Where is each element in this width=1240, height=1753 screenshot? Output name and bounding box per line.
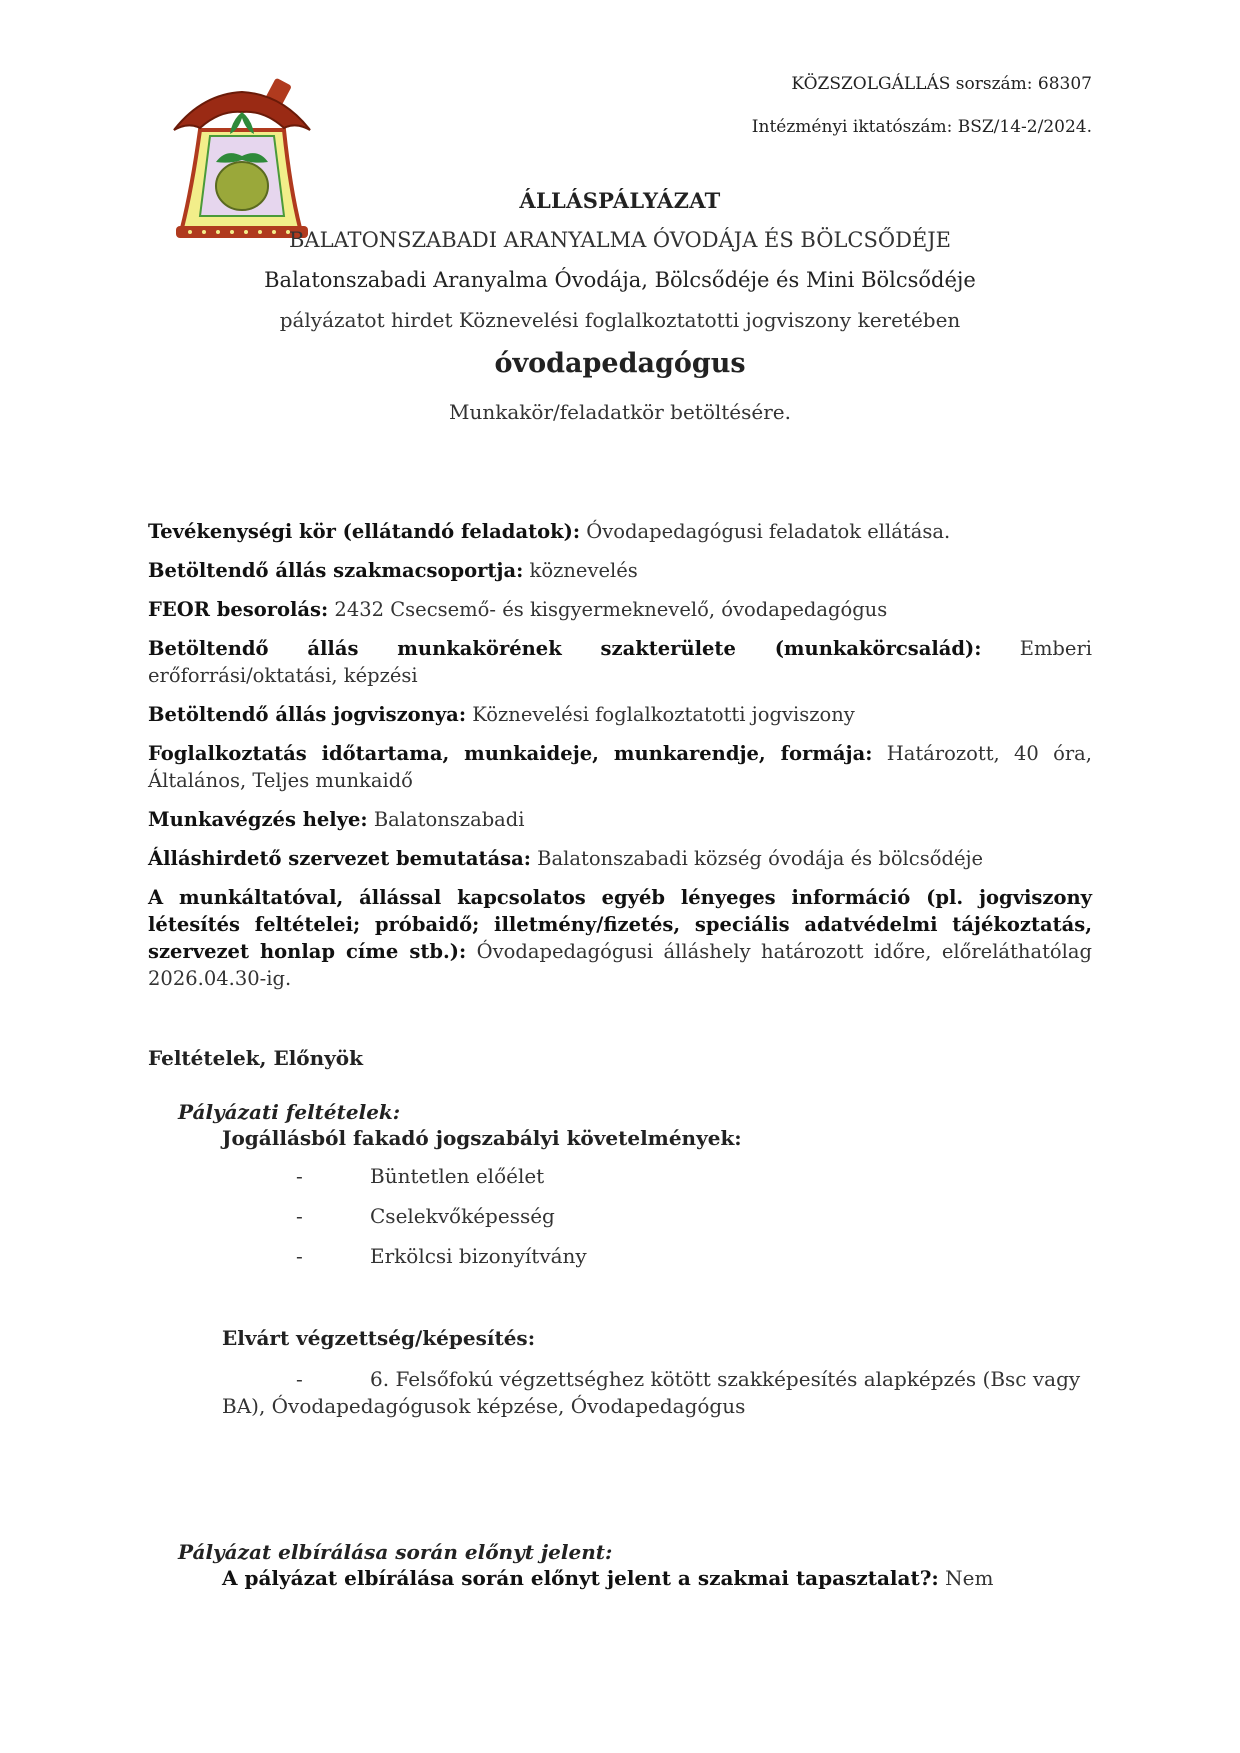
job-details (148, 518, 1092, 1004)
list-item-text: Erkölcsi bizonyítvány (370, 1244, 587, 1268)
field-job-family (148, 635, 1092, 689)
legal-requirements-list (222, 1164, 587, 1284)
position-title: óvodapedagógus (494, 348, 746, 379)
field-key: Foglalkoztatás időtartama, munkaideje, munkarendje, formája: (148, 742, 873, 765)
field-key: Betöltendő állás szakmacsoportja: (148, 559, 524, 582)
list-item-text: Büntetlen előélet (370, 1164, 545, 1188)
document-heading: ÁLLÁSPÁLYÁZAT (519, 188, 721, 213)
conditions-title: Feltételek, Előnyök (148, 1046, 363, 1070)
list-dash: - (296, 1204, 303, 1228)
field-value: Emberi erőforrási/oktatási, képzési (148, 637, 1093, 687)
field-value: Köznevelési foglalkoztatotti jogviszony (472, 703, 855, 726)
kindergarten-logo-icon (172, 78, 312, 246)
field-value: Balatonszabadi község óvodája és bölcsődéje (537, 847, 984, 870)
field-workplace (148, 806, 1092, 833)
organization-name: Balatonszabadi Aranyalma Óvodája, Bölcsődéje és Mini Bölcsődéje (264, 268, 976, 292)
education-title: Elvárt végzettség/képesítés: (222, 1326, 536, 1350)
field-feor (148, 596, 1092, 623)
field-key: FEOR besorolás: (148, 598, 329, 621)
field-value: Óvodapedagógusi álláshely határozott időre, előreláthatólag 2026.04.30-ig. (148, 940, 1093, 990)
field-key: Betöltendő állás munkakörének szakterülete (munkakörcsalád): (148, 637, 982, 660)
advantage-question: A pályázat elbírálása során előnyt jelent a szakmai tapasztalat?: (222, 1566, 939, 1590)
education-text: 6. Felsőfokú végzettséghez kötött szakképesítés alapképzés (Bsc vagy BA), Óvodapedagógusok képzése, Óvodapedagógus (222, 1367, 1081, 1418)
list-item-text: Cselekvőképesség (370, 1204, 555, 1228)
purpose-line: Munkakör/feladatkör betöltésére. (449, 400, 791, 424)
requirements-title: Pályázati feltételek: (178, 1100, 401, 1124)
advantage-item (222, 1566, 993, 1590)
announcement-line: pályázatot hirdet Köznevelési foglalkoztatotti jogviszony keretében (279, 308, 961, 332)
advantages-title: Pályázat elbírálása során előnyt jelent: (178, 1540, 613, 1564)
list-item (222, 1244, 587, 1284)
field-value: Balatonszabadi (373, 808, 525, 831)
field-key: Tevékenységi kör (ellátandó feladatok): (148, 520, 581, 543)
field-activity (148, 518, 1092, 545)
legal-requirements-title: Jogállásból fakadó jogszabályi követelmények: (222, 1126, 742, 1150)
field-key: Munkavégzés helye: (148, 808, 368, 831)
list-item (222, 1164, 587, 1204)
list-dash: - (296, 1164, 303, 1188)
organization-upper: BALATONSZABADI ARANYALMA ÓVODÁJA ÉS BÖLCSŐDÉJE (289, 228, 951, 252)
field-legal-relation (148, 701, 1092, 728)
advantage-answer: Nem (945, 1566, 994, 1590)
field-value: 2432 Csecsemő- és kisgyermeknevelő, óvodapedagógus (334, 598, 888, 621)
field-value: Határozott, 40 óra, Általános, Teljes munkaidő (148, 742, 1092, 792)
field-value: Óvodapedagógusi feladatok ellátása. (586, 520, 951, 543)
field-key: A munkáltatóval, állással kapcsolatos egyéb lényeges információ (pl. jogviszony létesítés feltételei; próbaidő; illetmény/fizetés, speciális adatvédelmi tájékoztatás, szervezet honlap címe stb.): (148, 886, 1092, 963)
list-dash: - (296, 1367, 303, 1391)
list-item (222, 1204, 587, 1244)
field-other-info (148, 884, 1092, 992)
list-dash: - (296, 1244, 303, 1268)
field-employment-terms (148, 740, 1092, 794)
field-key: Álláshirdető szervezet bemutatása: (148, 847, 531, 870)
education-item (222, 1366, 1092, 1420)
serial-number: KÖZSZOLGÁLLÁS sorszám: 68307 (791, 74, 1092, 94)
field-key: Betöltendő állás jogviszonya: (148, 703, 467, 726)
filing-number: Intézményi iktatószám: BSZ/14-2/2024. (751, 117, 1092, 137)
field-organization-intro (148, 845, 1092, 872)
field-value: köznevelés (529, 559, 638, 582)
field-profession-group (148, 557, 1092, 584)
